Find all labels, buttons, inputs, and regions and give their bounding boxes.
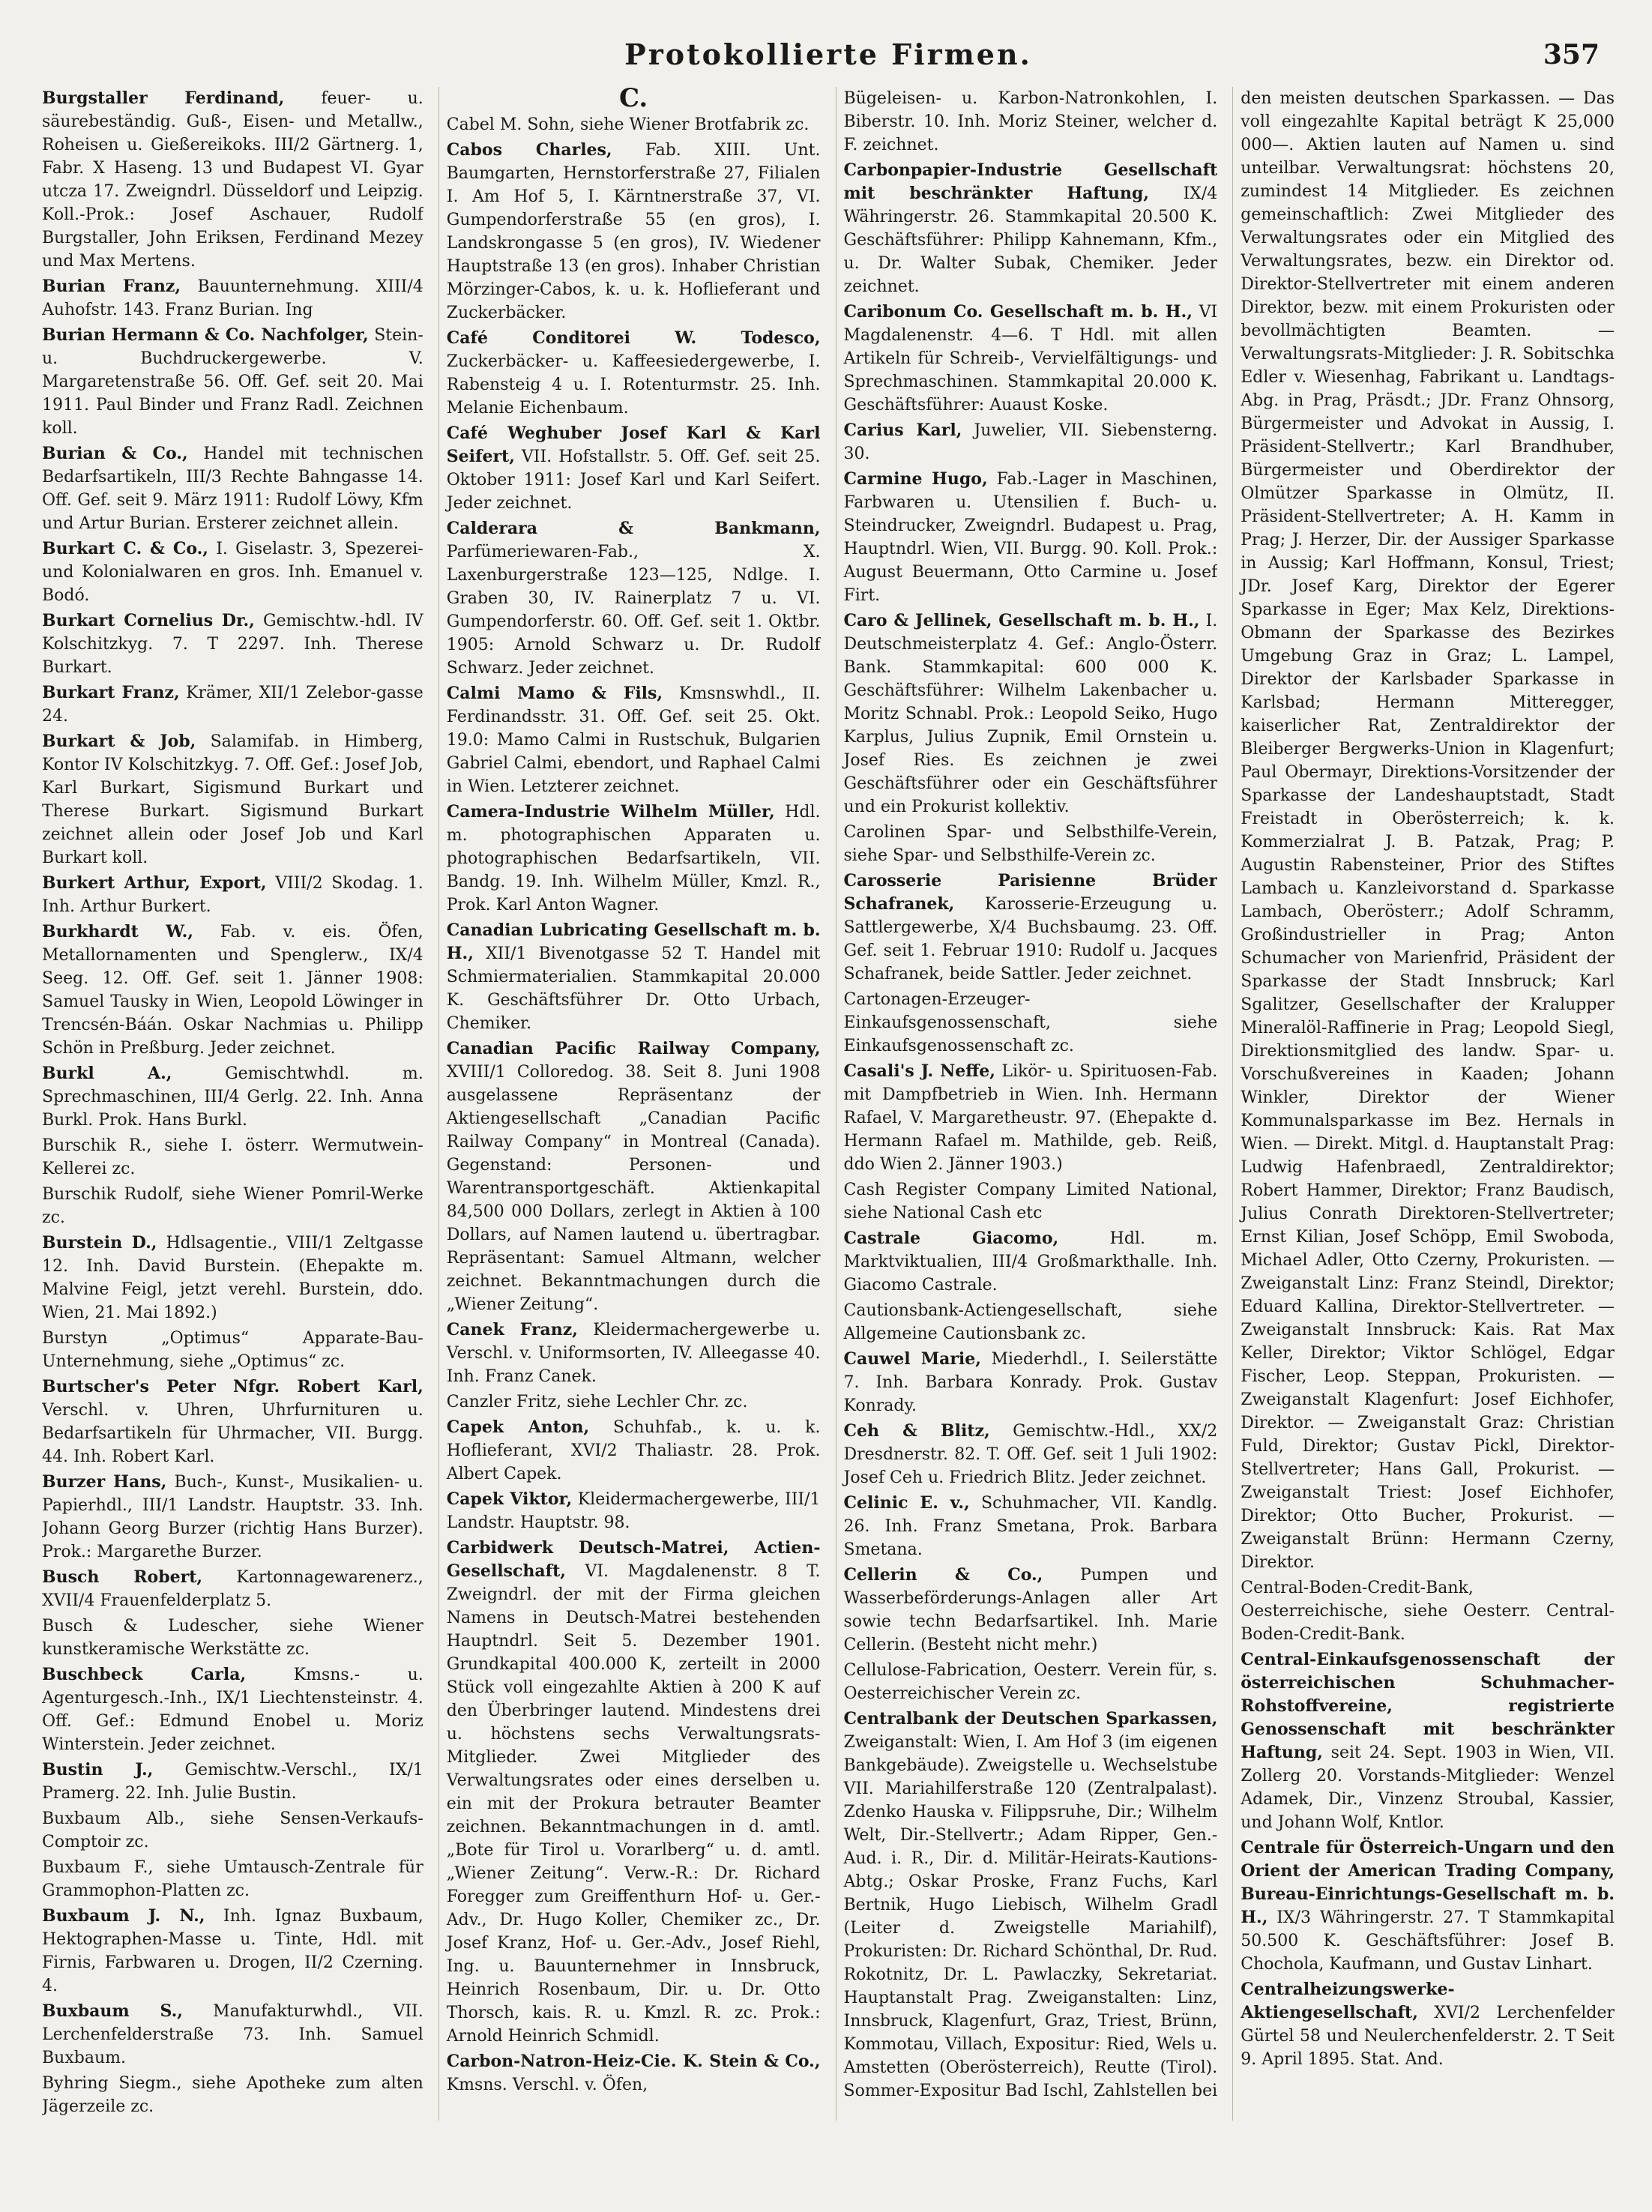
directory-entry: [447, 1537, 821, 2048]
entry-text: Burschik R., siehe I. österr. Wermutwein-Kellerei zc.: [42, 1136, 423, 1178]
directory-entry: [844, 301, 1218, 417]
directory-entry: [844, 1299, 1218, 1345]
entry-text: Kmsnswhdl., II. Ferdinandsstr. 31. Off. Gef. seit 25. Okt. 19.0: Mamo Calmi in Rustschuk, Bulgarien Gabriel Calmi, ebendort, und Raphael Calmi in Wien. Letzterer zeichnet.: [446, 684, 821, 796]
firm-name: Centralbank der Deutschen Sparkassen,: [843, 1709, 1218, 1729]
directory-entry: [844, 87, 1218, 157]
page-title: Protokollierte Firmen.: [624, 37, 1032, 71]
directory-entry: [42, 1856, 423, 1902]
entry-text: Inh. Ignaz Buxbaum, Hektographen-Masse u. Tinte, Hdl. mit Firnis, Farbwaren u. Drogen, II/2 Czerning. 4.: [42, 1907, 423, 1995]
entry-text: den meisten deutschen Sparkassen. — Das voll eingezahlte Kapital beträgt K 25,000 000—. Aktien lauten auf Namen u. sind unteilbar. Verwaltungsrat: höchstens 20, zumindest 14 Mitglieder. Es zeichnen gemeinschaftlich: Zwei Mitglieder des Verwaltungsrates oder ein Mitglied des Verwaltungsrates, bezw. ein Direktor od. Direktor-Stellvertreter mit einem anderen Direktor, bezw. mit einem Prokuristen oder bevollmächtigten Beamten. — Verwaltungsrats-Mitglieder: J. R. Sobitschka Edler v. Wiesenhag, Fabrikant u. Landtags-Abg. in Prag, Präsdt.; JDr. Franz Ohnsorg, Bürgermeister und Advokat in Aussig, I. Präsident-Stellvertr.; Karl Brandhuber, Bürgermeister und Oberdirektor der Olmützer Sparkasse in Olmütz, II. Präsident-Stellvertreter; A. H. Kamm in Prag; J. Herzer, Dir. der Aussiger Sparkasse in Aussig; Karl Hoffmann, Konsul, Triest; JDr. Josef Karg, Direktor der Egerer Sparkasse in Eger; Max Kelz, Direktions-Obmann der Sparkasse des Bezirkes Umgebung Graz in Graz; L. Lampel, Direktor der Karlsbader Sparkasse in Karlsbad; Hermann Mitteregger, kaiserlicher Rat, Zentraldirektor der Bleiberger Bergwerks-Union in Klagenfurt; Paul Obermayr, Direktions-Vorsitzender der Sparkasse der Landeshauptstadt, Stadt Freistadt in Oberösterreich; k. k. Kommerzialrat J. B. Patzak, Prag; P. Augustin Rabensteiner, Prior des Stiftes Lambach u. Kanzleivorstand d. Sparkasse Lambach, Oberösterr.; Adolf Schramm, Großindustrieller in Prag; Anton Schumacher von Marienfrid, Präsident der Sparkasse der Stadt Innsbruck; Karl Sgalitzer, Gesellschafter der Kralupper Mineralöl-Raffinerie in Prag; Leopold Siegl, Direktionsmitglied des landw. Spar- u. Vorschußvereines in Kaaden; Johann Winkler, Direktor der Wiener Kommunalsparkasse im Bez. Hernals in Wien. — Direkt. Mitgl. d. Hauptanstalt Prag: Ludwig Hafenbraedl, Zentraldirektor; Robert Hammer, Direktor; Franz Baudisch, Julius Conrath Direktoren-Stellvertreter; Ernst Kilian, Josef Schöpp, Emil Swoboda, Michael Adler, Otto Czerny, Prokuristen. — Zweiganstalt Linz: Franz Steindl, Direktor; Eduard Kallina, Direktor-Stellvertreter. — Zweiganstalt Innsbruck: Kais. Rat Max Keller, Direktor; Viktor Schlögel, Edgar Fischer, Leop. Steppan, Prokuristen. — Zweiganstalt Klagenfurt: Josef Eichhofer, Direktor. — Zweiganstalt Graz: Christian Fuld, Direktor; Gustav Pickl, Direktor-Stellvertreter; Hans Gall, Prokurist. — Zweiganstalt Triest: Josef Eichhofer, Direktor; Otto Bucher, Prokurist. — Zweiganstalt Brünn: Hermann Czerny, Direktor.: [1240, 89, 1615, 1572]
entry-text: Stein- u. Buchdruckergewerbe. V. Margaretenstraße 56. Off. Gef. seit 20. Mai 1911. Paul Binder und Franz Radl. Zeichnen koll.: [42, 326, 423, 438]
entry-text: Krämer, XII/1 Zelebor-gasse 24.: [42, 684, 423, 726]
firm-name: Centralheizungswerke-Aktiengesellschaft,: [1240, 1980, 1455, 2022]
directory-entry: [447, 1416, 821, 1486]
firm-name: Castrale Giacomo,: [843, 1229, 1059, 1248]
entry-text: Kleidermachergewerbe u. Verschl. v. Uniformsorten, IV. Alleegasse 40. Inh. Franz Canek.: [446, 1321, 821, 1386]
entry-text: Handel mit technischen Bedarfsartikeln, III/3 Rechte Bahngasse 14. Off. Gef. seit 9. März 1911: Rudolf Löwy, Kfm und Artur Burian. Ersterer zeichnet allein.: [42, 444, 423, 533]
directory-entry: [447, 1390, 821, 1414]
firm-name: Casali's J. Neffe,: [843, 1061, 995, 1081]
firm-name: Camera-Industrie Wilhelm Müller,: [446, 802, 775, 822]
directory-entry: [42, 1807, 423, 1854]
directory-entry: [1240, 87, 1615, 1574]
directory-entry: [42, 1232, 423, 1325]
directory-entry: [42, 872, 423, 918]
directory-entry: [1240, 1648, 1615, 1834]
directory-entry: [844, 1227, 1218, 1297]
firm-name: Cauwel Marie,: [843, 1349, 981, 1369]
directory-entry: [447, 139, 821, 325]
directory-entry: [42, 730, 423, 870]
firm-name: Carbidwerk Deutsch-Matrei, Actien-Gesellschaft,: [446, 1538, 821, 1581]
firm-name: Carmine Hugo,: [843, 469, 988, 489]
directory-entry: [42, 87, 423, 273]
firm-name: Canadian Pacific Railway Company,: [446, 1039, 821, 1058]
firm-name: Burstein D.,: [42, 1233, 157, 1253]
entry-text: Kmsns. Verschl. v. Öfen,: [446, 2076, 648, 2094]
directory-entry: [42, 324, 423, 440]
entry-text: Gemischtw.-hdl. IV Kolschitzkyg. 7. T 2297. Inh. Therese Burkart.: [42, 612, 423, 677]
firm-name: Burkart Franz,: [42, 683, 180, 702]
directory-entry: [447, 517, 821, 680]
entry-text: Juwelier, VII. Siebensterng. 30.: [843, 421, 1218, 463]
directory-entry: [42, 1471, 423, 1564]
firm-name: Canadian Lubricating Gesellschaft m. b. H.,: [446, 920, 821, 963]
column-3: [836, 87, 1218, 2121]
entry-text: XVIII/1 Colloredog. 38. Seit 8. Juni 1908 ausgelassene Repräsentanz der Aktiengesellschaft „Canadian Pacific Railway Company“ in Montreal (Canada). Gegenstand: Personen- und Warentransportgeschäft. Aktienkapital 84,500 000 Dollars, zerlegt in Aktien à 100 Dollars, auf Namen lautend u. übertragbar. Repräsentant: Samuel Altmann, welcher zeichnet. Bekanntmachungen durch die „Wiener Zeitung“.: [446, 1063, 821, 1314]
firm-name: Capek Anton,: [446, 1417, 590, 1437]
entry-text: VIII/2 Skodag. 1. Inh. Arthur Burkert.: [42, 874, 423, 916]
entry-text: Fab. XIII. Unt. Baumgarten, Hernstorferstraße 27, Filialen I. Am Hof 5, I. Kärntnerstraße 37, VI. Gumpendorferstraße 55 (en gros), I. Landskrongasse 5 (en gros), IV. Wiedener Hauptstraße 13 (en gros). Inhaber Christian Mörzinger-Cabos, k. u. k. Hoflieferant und Zuckerbäcker.: [446, 141, 821, 322]
firm-name: Café Conditorei W. Todesco,: [446, 328, 821, 348]
entry-text: VI Magdalenenstr. 4—6. T Hdl. mit allen Artikeln für Schreib-, Vervielfältigungs- und Sprechmaschinen. Stammkapital 20.000 K. Geschäftsführer: Auaust Koske.: [843, 303, 1218, 415]
directory-entry: [42, 1062, 423, 1132]
directory-entry: [42, 1134, 423, 1181]
entry-text: seit 24. Sept. 1903 in Wien, VII. Zollerg 20. Vorstands-Mitglieder: Wenzel Adamek, Dir., Vinzenz Stroubal, Kassier, und Johann Wolf, Kntlor.: [1240, 1744, 1615, 1832]
directory-entry: [447, 1037, 821, 1316]
firm-name: Buxbaum S.,: [42, 2001, 183, 2021]
firm-name: Café Weghuber Josef Karl & Karl Seifert,: [446, 424, 821, 466]
entry-text: Karosserie-Erzeugung u. Sattlergewerbe, X/4 Buchsbaumg. 23. Off. Gef. seit 1. Februar 1910: Rudolf u. Jacques Schafranek, beide Sattler. Jeder zeichnet.: [843, 895, 1218, 983]
entry-text: I. Deutschmeisterplatz 4. Gef.: Anglo-Österr. Bank. Stammkapital: 600 000 K. Geschäftsführer: Wilhelm Lakenbacher u. Moritz Schnabl. Prok.: Leopold Seiko, Hugo Karplus, Julius Zupnik, Emil Ornstein u. Josef Ries. Es zeichnen je zwei Geschäftsführer oder ein Geschäftsführer und ein Prokurist kollektiv.: [843, 612, 1218, 816]
entry-text: Fab.-Lager in Maschinen, Farbwaren u. Utensilien f. Buch- u. Steindrucker, Zweigndrl. Budapest u. Prag, Hauptndrl. Wien, VII. Burgg. 90. Koll. Prok.: August Beuermann, Otto Carmine u. Josef Firt.: [843, 470, 1218, 605]
firm-name: Burtscher's Peter Nfgr. Robert Karl,: [42, 1377, 423, 1396]
firm-name: Carosserie Parisienne Brüder Schafranek,: [843, 871, 1218, 914]
directory-entry: [844, 1060, 1218, 1176]
entry-text: Kartonnagewarenerz., XVII/4 Frauenfelderplatz 5.: [42, 1568, 423, 1610]
entry-text: Bügeleisen- u. Karbon-Natronkohlen, I. Biberstr. 10. Inh. Moriz Steiner, welcher d. F. zeichnet.: [843, 89, 1218, 154]
directory-entry: [844, 1492, 1218, 1561]
directory-entry: [447, 113, 821, 136]
directory-entry: [844, 419, 1218, 465]
firm-name: Burian Hermann & Co. Nachfolger,: [42, 325, 369, 345]
entry-text: Gemischtw.-Verschl., IX/1 Pramerg. 22. Inh. Julie Bustin.: [42, 1761, 423, 1803]
firm-name: Burkart Cornelius Dr.,: [42, 611, 255, 630]
directory-entry: [42, 1759, 423, 1805]
firm-name: Buschbeck Carla,: [42, 1665, 247, 1684]
firm-name: Carbonpapier-Industrie Gesellschaft mit beschränkter Haftung,: [843, 160, 1218, 203]
entry-text: IX/3 Währingerstr. 27. T Stammkapital 50.500 K. Geschäftsführer: Josef B. Chochola, Kaufmann, und Gustav Linhart.: [1240, 1908, 1615, 1974]
directory-entry: [42, 2072, 423, 2118]
entry-text: VII. Hofstallstr. 5. Off. Gef. seit 25. Oktober 1911: Josef Karl und Karl Seifert. Jeder zeichnet.: [446, 447, 821, 513]
directory-entry: [844, 1420, 1218, 1489]
entry-text: Zuckerbäcker- u. Kaffeesiedergewerbe, I. Rabensteig 4 u. I. Rotenturmstr. 25. Inh. Melanie Eichenbaum.: [446, 352, 821, 418]
directory-entry: [447, 1319, 821, 1388]
entry-text: Byhring Siegm., siehe Apotheke zum alten Jägerzeile zc.: [42, 2074, 423, 2116]
entry-text: Hdlsagentie., VIII/1 Zeltgasse 12. Inh. David Burstein. (Ehepakte m. Malvine Feigl, jetzt verehl. Burstein, ddo. Wien, 21. Mai 1892.): [42, 1234, 423, 1322]
directory-entry: [447, 1488, 821, 1534]
directory-entry: [1240, 1978, 1615, 2071]
firm-name: Busch Robert,: [42, 1567, 203, 1587]
entry-text: Kleidermachergewerbe, III/1 Landstr. Hauptstr. 98.: [446, 1490, 821, 1532]
firm-name: Carius Karl,: [843, 421, 962, 440]
firm-name: Carbon-Natron-Heiz-Cie. K. Stein & Co.,: [446, 2052, 821, 2071]
firm-name: Burgstaller Ferdinand,: [42, 88, 285, 108]
entry-text: Verschl. v. Uhren, Uhrfurnituren u. Bedarfsartikeln für Uhrmacher, VII. Burgg. 44. Inh. Robert Karl.: [42, 1401, 423, 1466]
entry-text: Buxbaum Alb., siehe Sensen-Verkaufs-Comptoir zc.: [42, 1809, 423, 1851]
directory-entry: [1240, 1576, 1615, 1646]
firm-name: Caribonum Co. Gesellschaft m. b. H.,: [843, 302, 1193, 322]
directory-entry: [42, 275, 423, 322]
directory-entry: [844, 468, 1218, 607]
firm-name: Burkhardt W.,: [42, 922, 193, 941]
page-header: [42, 37, 1615, 76]
directory-entry: [42, 1905, 423, 1998]
directory-entry: [844, 1659, 1218, 1705]
entry-text: Cautionsbank-Actiengesellschaft, siehe Allgemeine Cautionsbank zc.: [843, 1301, 1218, 1343]
firm-name: Calderara & Bankmann,: [446, 519, 821, 538]
directory-entry: [447, 2050, 821, 2097]
directory-entry: [42, 2000, 423, 2070]
directory-entry: [844, 159, 1218, 298]
directory-entry: [844, 1178, 1218, 1225]
firm-name: Bustin J.,: [42, 1760, 154, 1779]
entry-text: Salamifab. in Himberg, Kontor IV Kolschitzkyg. 7. Off. Gef.: Josef Job, Karl Burkart, Sigismund Burkart und Therese Burkart. Sigismund Burkart zeichnet allein oder Josef Job und Karl Burkart koll.: [42, 732, 423, 867]
entry-text: Kmsns.- u. Agenturgesch.-Inh., IX/1 Liechtensteinstr. 4. Off. Gef.: Edmund Enobel u. Moriz Winterstein. Jeder zeichnet.: [42, 1666, 423, 1754]
entry-text: Cash Register Company Limited National, siehe National Cash etc: [843, 1181, 1218, 1223]
firm-name: Burian Franz,: [42, 277, 181, 296]
directory-entry: [447, 919, 821, 1035]
entry-text: Gemischtwhdl. m. Sprechmaschinen, III/4 Gerlg. 22. Inh. Anna Burkl. Prok. Hans Burkl.: [42, 1064, 423, 1130]
directory-entry: [42, 1615, 423, 1661]
directory-entry: [844, 1348, 1218, 1417]
firm-name: Burian & Co.,: [42, 444, 188, 463]
directory-entry: [42, 537, 423, 607]
entry-text: VI. Magdalenenstr. 8 T. Zweigndrl. der mit der Firma gleichen Namens in Deutsch-Matrei bestehenden Hauptndrl. Seit 5. Dezember 1901. Grundkapital 400.000 K, zerteilt in 2000 Stück voll eingezahlte Aktien à 200 K auf den Überbringer lautend. Mindestens drei u. höchstens sechs Verwaltungsrats-Mitglieder. Zwei Mitglieder des Verwaltungsrates oder eines derselben u. ein mit der Prokura betrauter Beamter zeichnen. Bekanntmachungen in d. amtl. „Bote für Tirol u. Vorarlberg“ u. d. amtl. „Wiener Zeitung“. Verw.-R.: Dr. Richard Foregger zum Greiffenthurn Hof- u. Ger.-Adv., Dr. Hugo Koller, Chemiker zc., Dr. Josef Kranz, Hof- u. Ger.-Adv., Josef Riehl, Ing. u. Bauunternehmer in Innsbruck, Heinrich Rosenbaum, Dir. u. Dr. Otto Thorsch, kais. R. u. Kmzl. R. zc. Prok.: Arnold Heinrich Schmidl.: [446, 1562, 821, 2046]
directory-entry: [844, 870, 1218, 986]
directory-entry: [844, 609, 1218, 819]
directory-entry: [42, 681, 423, 728]
column-4: [1232, 87, 1615, 2121]
firm-name: Burkl A.,: [42, 1064, 172, 1083]
entry-text: Burstyn „Optimus“ Apparate-Bau-Unternehmung, siehe „Optimus“ zc.: [42, 1329, 423, 1371]
entry-text: Carolinen Spar- und Selbsthilfe-Verein, siehe Spar- und Selbsthilfe-Verein zc.: [843, 823, 1218, 865]
directory-entry: [42, 920, 423, 1060]
column-2: [438, 87, 821, 2121]
entry-text: Hdl. m. photographischen Apparaten u. photographischen Bedarfsartikeln, VII. Bandg. 19. Inh. Wilhelm Müller, Kmzl. R., Prok. Karl Anton Wagner.: [446, 803, 821, 914]
entry-text: Bauunternehmung. XIII/4 Auhofstr. 143. Franz Burian. Ing: [42, 277, 423, 319]
directory-entry: [42, 1183, 423, 1229]
directory-entry: [42, 442, 423, 535]
entry-text: Buxbaum F., siehe Umtausch-Zentrale für Grammophon-Platten zc.: [42, 1858, 423, 1900]
column-1: [42, 87, 423, 2121]
directory-entry: [1240, 1836, 1615, 1976]
firm-name: Burkart C. & Co.,: [42, 539, 208, 558]
page-number: 357: [1543, 39, 1600, 70]
directory-entry: [844, 1708, 1218, 2103]
entry-text: Canzler Fritz, siehe Lechler Chr. zc.: [446, 1393, 748, 1411]
entry-text: IX/4 Währingerstr. 26. Stammkapital 20.500 K. Geschäftsführer: Philipp Kahnemann, Kfm., u. Dr. Walter Subak, Chemiker. Jeder zeichnet.: [843, 184, 1218, 296]
entry-text: Gemischtw.-Hdl., XX/2 Dresdnerstr. 82. T. Off. Gef. seit 1 Juli 1902: Josef Ceh u. Friedrich Blitz. Jeder zeichnet.: [843, 1422, 1218, 1487]
firm-name: Buxbaum J. N.,: [42, 1906, 205, 1926]
firm-name: Celinic E. v.,: [843, 1493, 970, 1513]
directory-entry: [447, 327, 821, 420]
directory-entry: [42, 609, 423, 679]
entry-text: Schuhmacher, VII. Kandlg. 26. Inh. Franz Smetana, Prok. Barbara Smetana.: [843, 1494, 1218, 1559]
entry-text: Cellulose-Fabrication, Oesterr. Verein für, s. Oesterreichischer Verein zc.: [843, 1661, 1218, 1703]
directory-entry: [447, 801, 821, 917]
entry-text: Fab. v. eis. Öfen, Metallornamenten und Spenglerw., IX/4 Seeg. 12. Off. Gef. seit 1. Jänner 1908: Samuel Tausky in Wien, Leopold Löwinger in Trencsén-Báán. Oskar Nachmias u. Philipp Schön in Preßburg. Jeder zeichnet.: [42, 923, 423, 1058]
entry-text: Hdl. m. Marktviktualien, III/4 Großmarkthalle. Inh. Giacomo Castrale.: [843, 1229, 1218, 1295]
entry-text: Cartonagen-Erzeuger-Einkaufsgenossenschaft, siehe Einkaufsgenossenschaft zc.: [843, 990, 1218, 1055]
entry-text: I. Giselastr. 3, Spezerei- und Kolonialwaren en gros. Inh. Emanuel v. Bodó.: [42, 540, 423, 605]
entry-text: Busch & Ludescher, siehe Wiener kunstkeramische Werkstätte zc.: [42, 1617, 423, 1659]
firm-name: Canek Franz,: [446, 1320, 578, 1339]
columns-container: [42, 87, 1615, 2121]
entry-text: Pumpen und Wasserbeförderungs-Anlagen aller Art sowie techn Bedarfsartikel. Inh. Marie Cellerin. (Besteht nicht mehr.): [843, 1566, 1218, 1654]
entry-text: XVI/2 Lerchenfelder Gürtel 58 und Neulerchenfelderstr. 2. T Seit 9. April 1895. Stat. And.: [1240, 2004, 1615, 2069]
firm-name: Cabos Charles,: [446, 140, 612, 160]
entry-text: Manufakturwhdl., VII. Lerchenfelderstraße 73. Inh. Samuel Buxbaum.: [42, 2002, 423, 2067]
firm-name: Capek Viktor,: [446, 1489, 573, 1509]
firm-name: Caro & Jellinek, Gesellschaft m. b. H.,: [843, 611, 1200, 630]
directory-entry: [42, 1327, 423, 1373]
firm-name: Burzer Hans,: [42, 1472, 167, 1492]
firm-name: Burkart & Job,: [42, 732, 196, 751]
entry-text: XII/1 Bivenotgasse 52 T. Handel mit Schmiermaterialien. Stammkapital 20.000 K. Geschäftsführer Dr. Otto Urbach, Chemiker.: [446, 944, 821, 1033]
firm-name: Calmi Mamo & Fils,: [446, 684, 663, 703]
entry-text: Burschik Rudolf, siehe Wiener Pomril-Werke zc.: [42, 1185, 423, 1227]
firm-name: Central-Einkaufsgenossenschaft der österreichischen Schuhmacher-Rohstoffvereine, registrierte Genossenschaft mit beschränkter Haftung,: [1240, 1650, 1615, 1762]
directory-entry: [42, 1663, 423, 1756]
entry-text: Zweiganstalt: Wien, I. Am Hof 3 (im eigenen Bankgebäude). Zweigstelle u. Wechselstube VII. Mariahilferstraße 120 (Zentralpalast). Zdenko Hauska v. Filippsruhe, Dir.; Wilhelm Welt, Dir.-Stellvertr.; Adam Ripper, Gen.-Aud. i. R., Dir. d. Militär-Heirats-Kautions-Abtg.; Oskar Proske, Franz Fuchs, Karl Bertnik, Hugo Liebisch, Wilhelm Gradl (Leiter d. Zweigstelle Mariahilf), Prokuristen: Dr. Richard Schönthal, Dr. Rud. Rokotnitz, Dr. L. Pawlaczky, Sekretariat. Hauptanstalt Prag. Zweiganstalten: Linz, Innsbruck, Klagenfurt, Graz, Triest, Brünn, Kommotau, Villach, Expositur: Ried, Wels u. Amstetten (Oberösterreich), Reutte (Tirol). Sommer-Expositur Bad Ischl, Zahlstellen bei: [843, 1733, 1218, 2100]
firm-name: Burkert Arthur, Export,: [42, 873, 267, 893]
entry-text: feuer- u. säurebeständig. Guß-, Eisen- und Metallw., Roheisen u. Gießereikoks. III/2 Gärtnerg. 1, Fabr. X Haseng. 13 und Budapest VI. Gyar utcza 17. Zweigndrl. Düsseldorf und Leipzig. Koll.-Prok.: Josef Aschauer, Rudolf Burgstaller, John Eriksen, Ferdinand Mezey und Max Mertens.: [42, 89, 423, 271]
entry-text: Likör- u. Spirituosen-Fab. mit Dampfbetrieb in Wien. Inh. Hermann Rafael, V. Margaretheustr. 97. (Ehepakte d. Hermann Rafael m. Mathilde, geb. Reiß, ddo Wien 2. Jänner 1903.): [843, 1062, 1218, 1174]
section-letter: C.: [618, 87, 648, 113]
firm-name: Ceh & Blitz,: [843, 1421, 990, 1441]
directory-entry: [844, 1564, 1218, 1657]
entry-text: Miederhdl., I. Seilerstätte 7. Inh. Barbara Konrady. Prok. Gustav Konrady.: [843, 1350, 1218, 1415]
entry-text: Buch-, Kunst-, Musikalien- u. Papierhdl., III/1 Landstr. Hauptstr. 33. Inh. Johann Georg Burzer (richtig Hans Burzer). Prok.: Margarethe Burzer.: [42, 1473, 423, 1561]
directory-entry: [42, 1566, 423, 1612]
entry-text: Central-Boden-Credit-Bank, Oesterreichische, siehe Oesterr. Central-Boden-Credit-Bank.: [1240, 1579, 1615, 1644]
firm-name: Cellerin & Co.,: [843, 1565, 1043, 1585]
directory-entry: [447, 682, 821, 798]
directory-entry: [844, 988, 1218, 1058]
firm-name: Centrale für Österreich-Ungarn und den Orient der American Trading Company, Bureau-Einrichtungs-Gesellschaft m. b. H.,: [1240, 1838, 1615, 1927]
directory-entry: [844, 821, 1218, 867]
directory-entry: [42, 1375, 423, 1468]
entry-text: Parfümeriewaren-Fab., X. Laxenburgerstraße 123—125, Ndlge. I. Graben 30, IV. Rainerplatz 7 u. VI. Gumpendorferstr. 60. Off. Gef. seit 1. Oktbr. 1905: Arnold Schwarz u. Dr. Rudolf Schwarz. Jeder zeichnet.: [446, 543, 821, 678]
entry-text: Schuhfab., k. u. k. Hoflieferant, XVI/2 Thaliastr. 28. Prok. Albert Capek.: [446, 1418, 821, 1483]
directory-entry: [447, 422, 821, 515]
entry-text: Cabel M. Sohn, siehe Wiener Brotfabrik zc.: [446, 115, 810, 134]
